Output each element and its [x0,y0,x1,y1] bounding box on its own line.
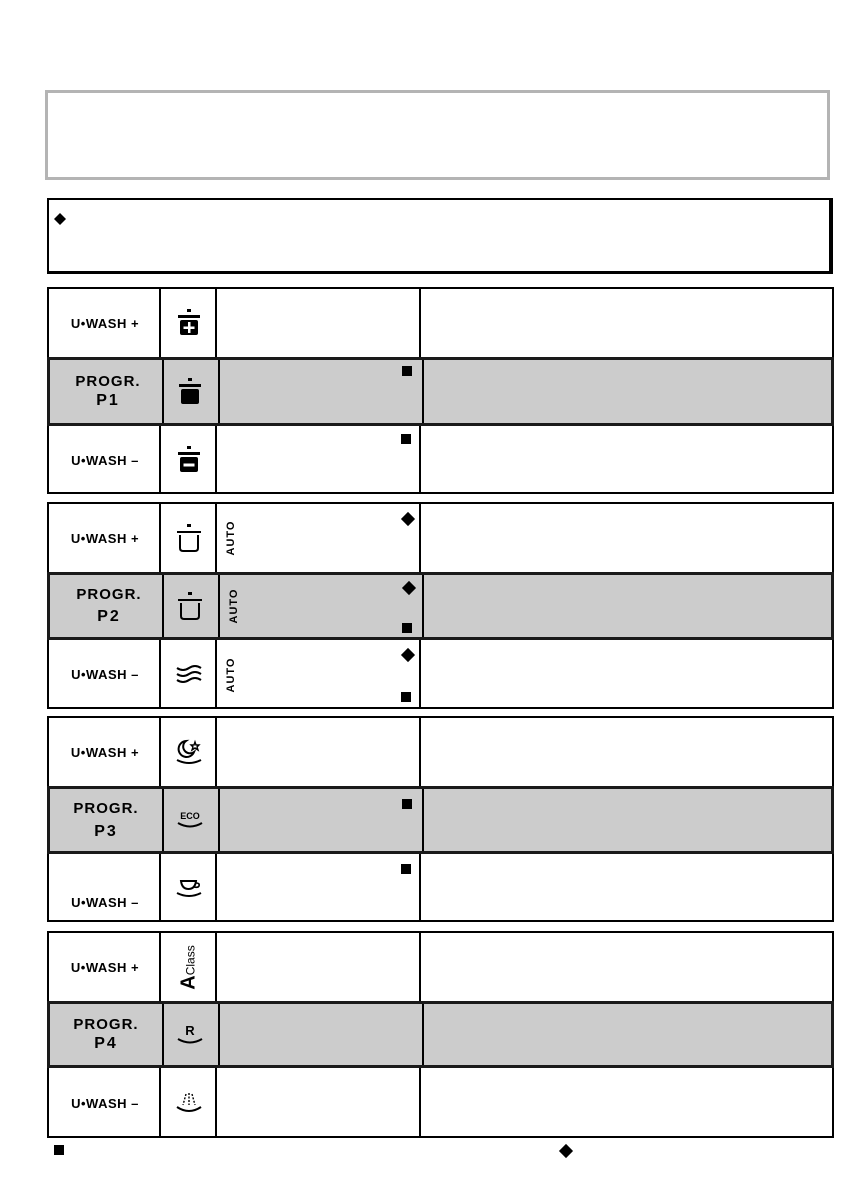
progr-p3-button[interactable] [50,789,162,851]
square-marker-icon [54,1145,64,1155]
night-moon-icon [174,738,204,766]
progr-label: PROGR. [73,799,139,817]
uwash-minus-button[interactable]: U•WASH – [71,895,139,910]
uwash-plus-button[interactable]: U•WASH + [70,959,140,975]
uwash-minus-row [49,640,832,709]
auto-label: AUTO [225,657,237,692]
wavy-lines-icon [175,664,203,686]
square-marker-icon [401,864,411,874]
program-group-p1 [47,287,834,494]
program-group-p4 [47,931,834,1138]
progr-p4-row [47,1001,834,1068]
diamond-marker-icon [402,581,416,595]
cup-icon [174,877,204,899]
progr-p2-button[interactable] [50,575,162,637]
a-class-icon [161,933,217,1001]
uwash-plus-row [49,289,832,357]
pot-plus-icon [176,308,202,338]
progr-label: PROGR. [73,1016,139,1033]
progr-p1-row [47,357,834,426]
pot-outline-icon [176,591,204,621]
a-class-small-text: Class [183,944,198,975]
uwash-plus-button[interactable]: U•WASH + [70,315,140,331]
pot-minus-icon [176,445,202,475]
square-marker-icon [401,692,411,702]
bowl-line-icon [176,1037,204,1045]
a-class-big-letter: A [177,974,200,990]
uwash-minus-row [49,1068,832,1138]
uwash-minus-button[interactable]: U•WASH – [71,667,139,682]
progr-label: PROGR. [75,373,141,390]
uwash-plus-row [49,504,832,572]
diamond-marker-icon [559,1144,573,1158]
uwash-plus-button[interactable]: U•WASH + [70,744,140,760]
diamond-marker-icon [53,212,67,226]
title-box [45,90,830,180]
bowl-line-icon [176,821,204,829]
program-group-p2 [47,502,834,709]
uwash-plus-row [49,933,832,1001]
progr-label: PROGR. [76,586,142,603]
glass-spray-icon [174,1091,204,1115]
progr-p2-row [47,572,834,640]
square-marker-icon [401,434,411,444]
program-number: P1 [96,392,120,409]
note-box [47,198,833,274]
diamond-marker-icon [401,512,415,526]
rinse-r-icon: R [185,1023,195,1038]
uwash-minus-row [49,426,832,494]
square-marker-icon [402,799,412,809]
progr-p1-button[interactable] [50,360,162,423]
program-number: P3 [94,822,118,840]
uwash-minus-button[interactable]: U•WASH – [71,1095,139,1111]
program-number: P2 [97,608,121,625]
square-marker-icon [402,366,412,376]
program-group-p3 [47,716,834,922]
uwash-minus-button[interactable]: U•WASH – [71,452,139,468]
eco-icon: ECO [180,811,200,821]
square-marker-icon [402,623,412,633]
progr-p4-button[interactable] [50,1004,162,1065]
uwash-plus-row [49,718,832,786]
auto-label: AUTO [225,520,237,556]
uwash-minus-row [49,854,832,922]
uwash-plus-button[interactable]: U•WASH + [70,530,140,546]
progr-p3-row [47,786,834,854]
diamond-marker-icon [401,648,415,662]
auto-label: AUTO [228,588,240,624]
program-number: P4 [94,1035,118,1052]
pot-outline-icon [175,523,203,553]
pot-filled-icon [177,377,203,407]
